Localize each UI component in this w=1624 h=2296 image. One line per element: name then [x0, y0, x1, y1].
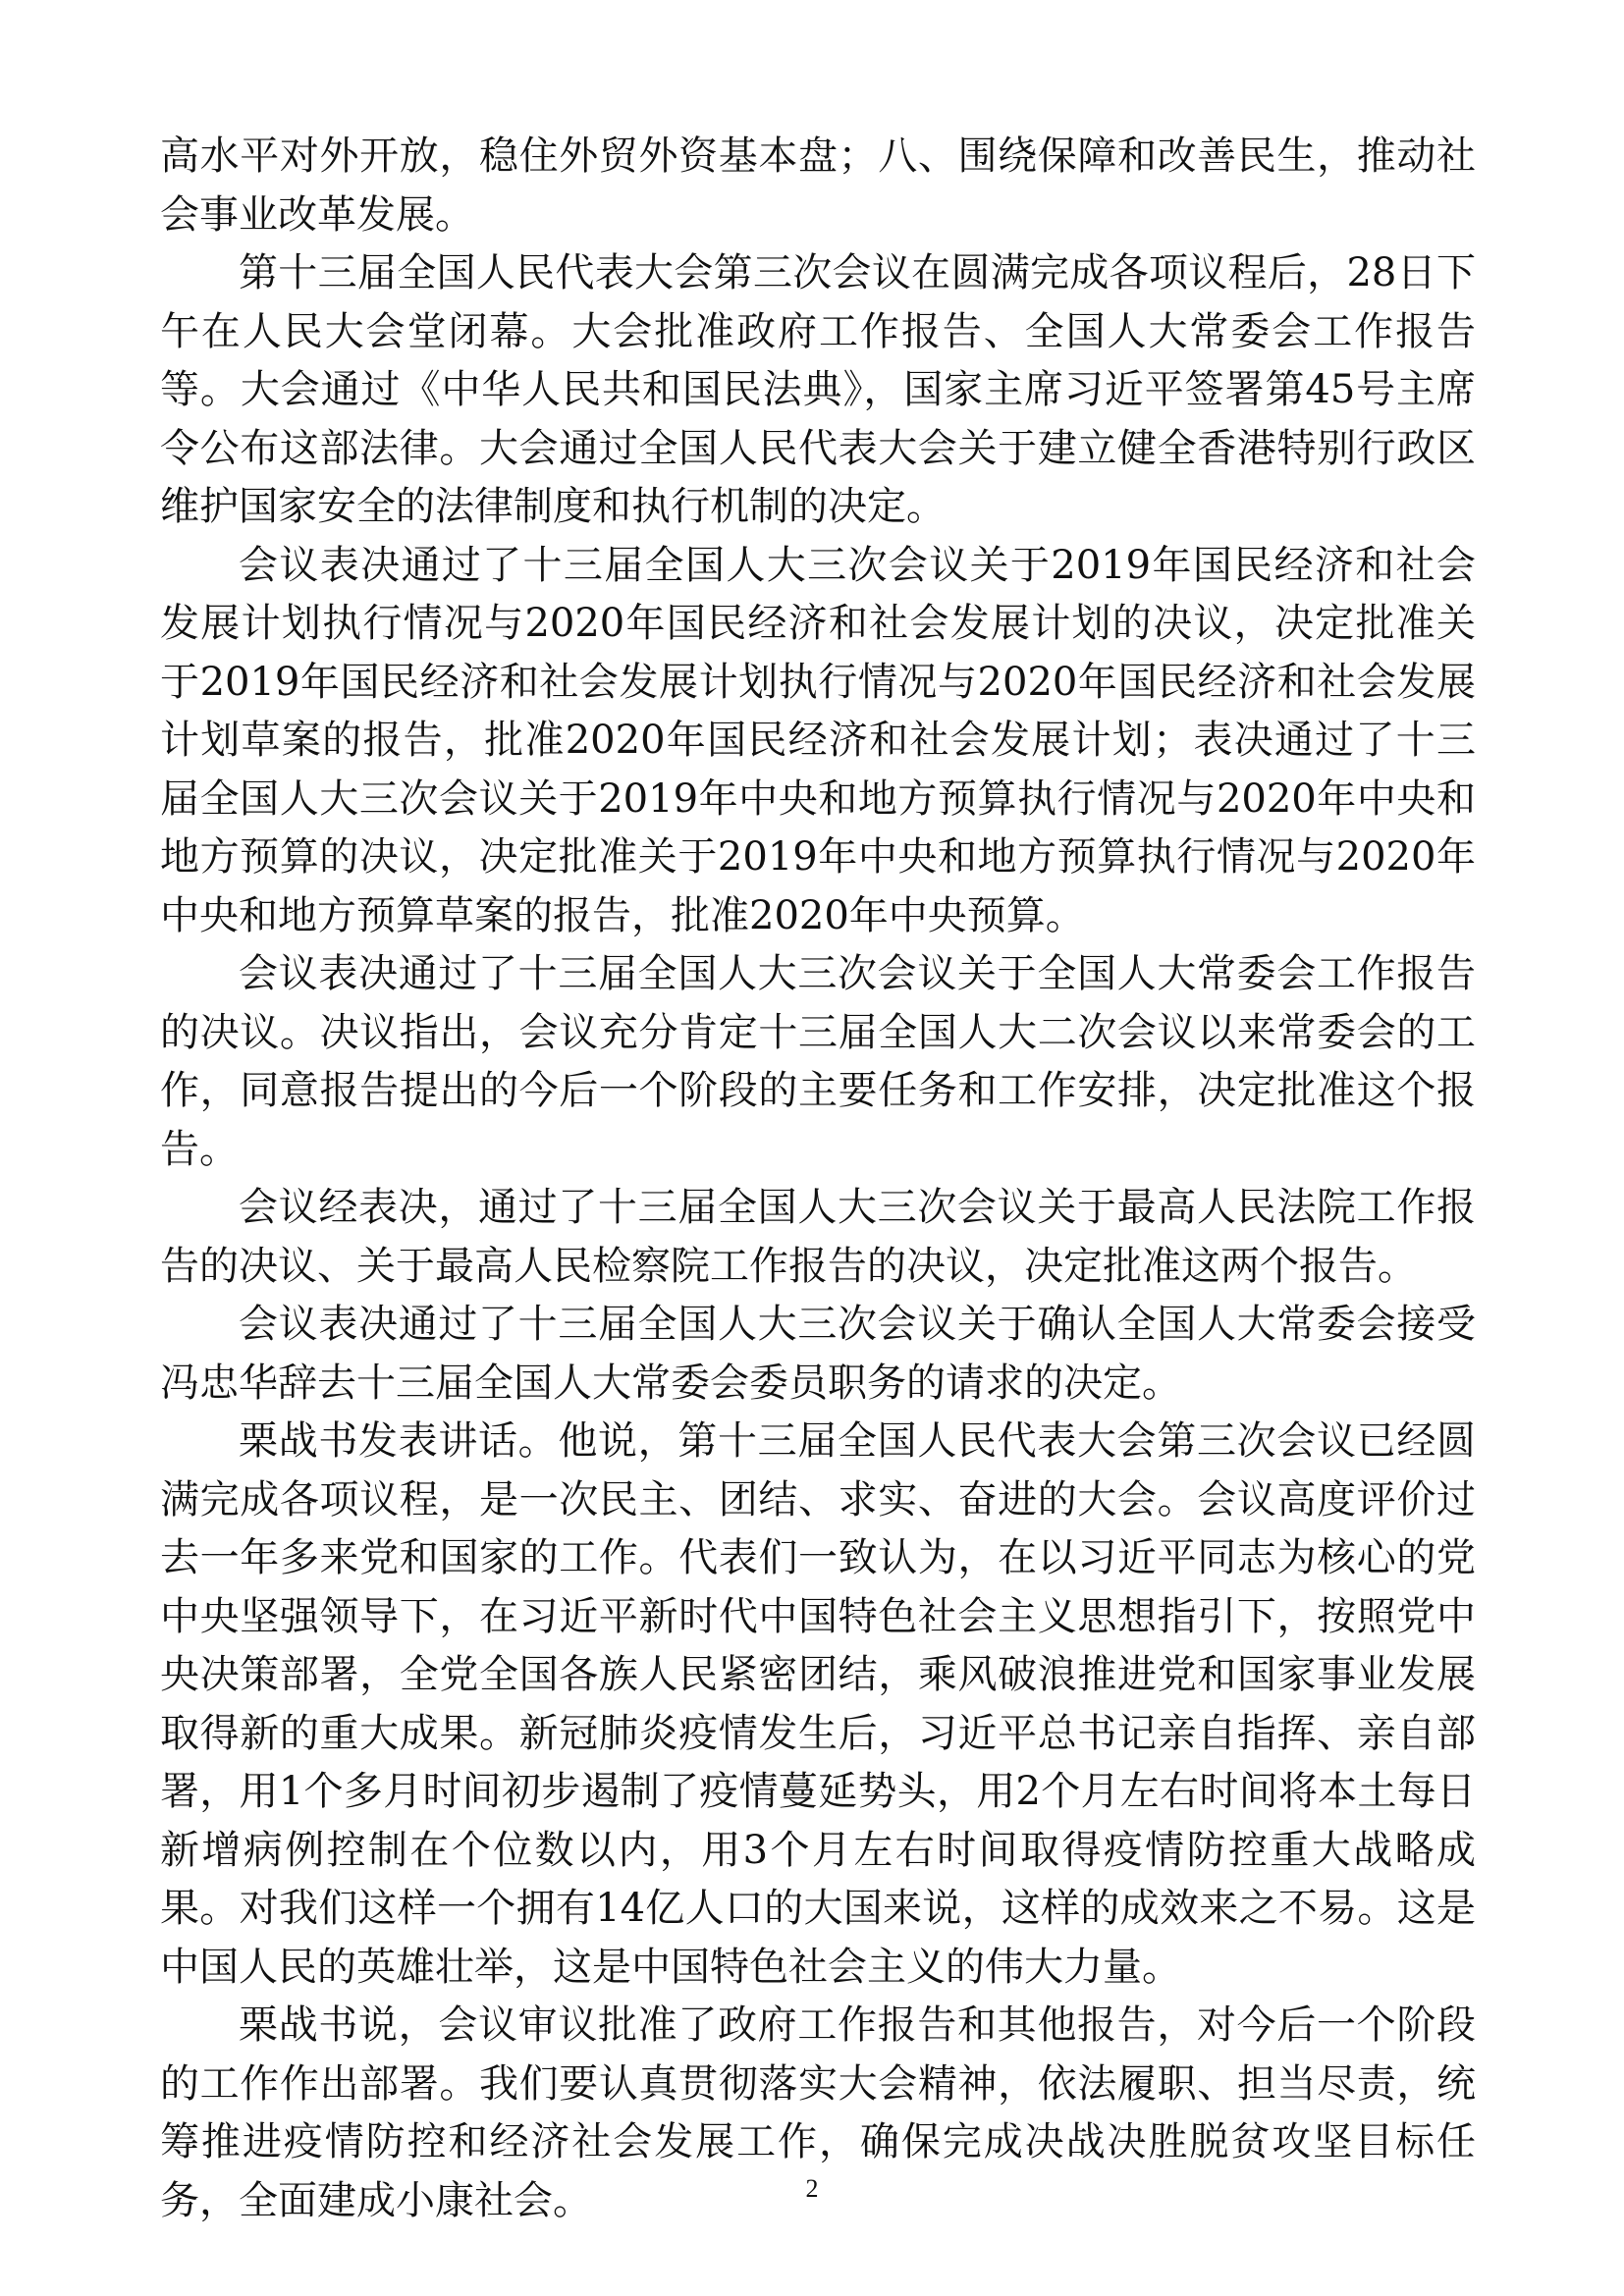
- paragraph-closing-session: 第十三届全国人民代表大会第三次会议在圆满完成各项议程后，28日下午在人民大会堂闭幕。大会批准政府工作报告、全国人大常委会工作报告等。大会通过《中华人民共和国民法典》，国家主席习近平签署第45号主席令公布这部法律。大会通过全国人民代表大会关于建立健全香港特别行政区维护国家安全的法律制度和执行机制的决定。: [160, 250, 1476, 529]
- page-number: 2: [805, 2174, 819, 2203]
- paragraph-court-procuratorate-reports: 会议经表决，通过了十三届全国人大三次会议关于最高人民法院工作报告的决议、关于最高人民检察院工作报告的决议，决定批准这两个报告。: [160, 1185, 1476, 1289]
- document-body: [160, 128, 1476, 2230]
- paragraph-npc-standing-committee-report: 会议表决通过了十三届全国人大三次会议关于全国人大常委会工作报告的决议。决议指出，会议充分肯定十三届全国人大二次会议以来常委会的工作，同意报告提出的今后一个阶段的主要任务和工作安排，决定批准这个报告。: [160, 951, 1476, 1172]
- paragraph-speech-continued: 栗战书说，会议审议批准了政府工作报告和其他报告，对今后一个阶段的工作作出部署。我们要认真贯彻落实大会精神，依法履职、担当尽责，统筹推进疫情防控和经济社会发展工作，确保完成决战决胜脱贫攻坚目标任务，全面建成小康社会。: [160, 2002, 1476, 2223]
- paragraph-resignation-decision: 会议表决通过了十三届全国人大三次会议关于确认全国人大常委会接受冯忠华辞去十三届全国人大常委会委员职务的请求的决定。: [160, 1302, 1476, 1406]
- paragraph-economic-plan-resolution: 会议表决通过了十三届全国人大三次会议关于2019年国民经济和社会发展计划执行情况与2020年国民经济和社会发展计划的决议，决定批准关于2019年国民经济和社会发展计划执行情况与2020年国民经济和社会发展计划草案的报告，批准2020年国民经济和社会发展计划；表决通过了十三届全国人大三次会议关于2019年中央和地方预算执行情况与2020年中央和地方预算的决议，决定批准关于2019年中央和地方预算执行情况与2020年中央和地方预算草案的报告，批准2020年中央预算。: [160, 542, 1476, 938]
- paragraph-continuation: 高水平对外开放，稳住外贸外资基本盘；八、围绕保障和改善民生，推动社会事业改革发展。: [160, 133, 1476, 238]
- paragraph-speech: 栗战书发表讲话。他说，第十三届全国人民代表大会第三次会议已经圆满完成各项议程，是一次民主、团结、求实、奋进的大会。会议高度评价过去一年多来党和国家的工作。代表们一致认为，在以习近平同志为核心的党中央坚强领导下，在习近平新时代中国特色社会主义思想指引下，按照党中央决策部署，全党全国各族人民紧密团结，乘风破浪推进党和国家事业发展取得新的重大成果。新冠肺炎疫情发生后，习近平总书记亲自指挥、亲自部署，用1个多月时间初步遏制了疫情蔓延势头，用2个月左右时间将本土每日新增病例控制在个位数以内，用3个月左右时间取得疫情防控重大战略成果。对我们这样一个拥有14亿人口的大国来说，这样的成效来之不易。这是中国人民的英雄壮举，这是中国特色社会主义的伟大力量。: [160, 1418, 1476, 1990]
